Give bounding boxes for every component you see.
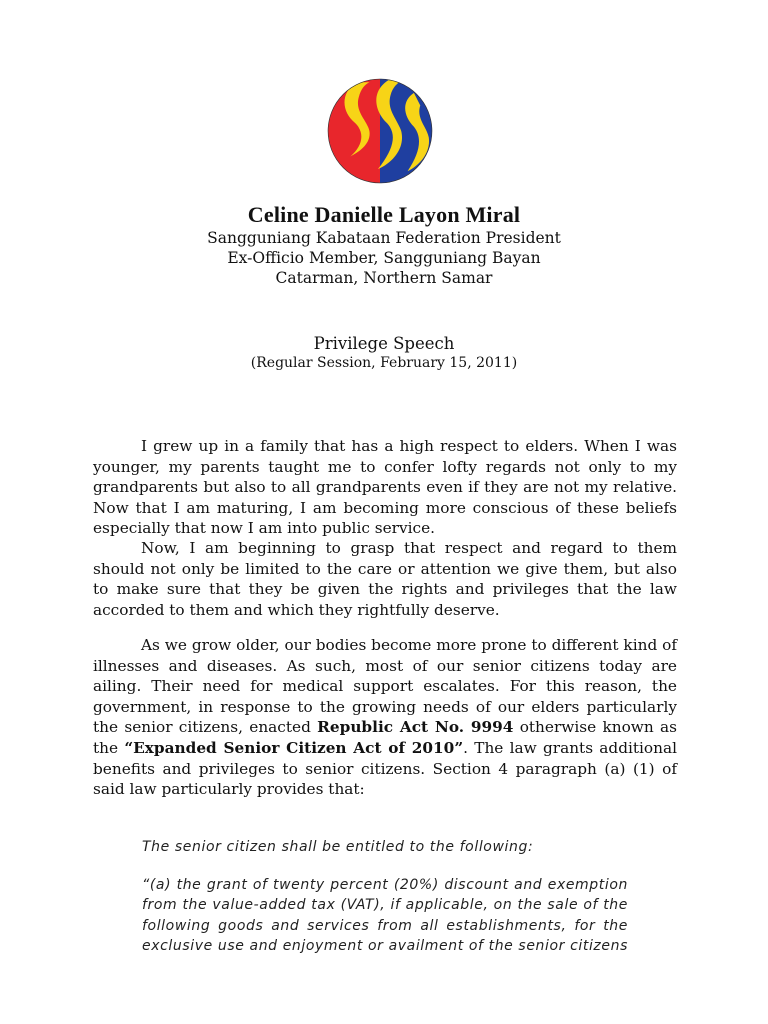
speech-title: Privilege Speech (313, 334, 455, 353)
speech-session: (Regular Session, February 15, 2011) (250, 355, 518, 371)
paragraph-3-part-c: . The law grants additional benefits and privileges to senior citizens. Section 4 paragraph (a) (1) of said law particularly provides that: (93, 738, 678, 799)
law-reference: Republic Act No. 9994 (317, 718, 514, 737)
paragraph-2 (93, 538, 677, 620)
author-office: Ex-Officio Member, Sangguniang Bayan (227, 249, 541, 267)
author-position: Sangguniang Kabataan Federation President (207, 229, 561, 247)
paragraph-2-text: Now, I am beginning to grasp that respect and regard to them should not only be limited to the care or attention we give them, but also to make sure that they be given the rights and privileges that the law accorded to them and which they rightfully deserve. (93, 539, 677, 619)
paragraph-3 (93, 635, 677, 800)
paragraph-3-part-b: otherwise known as the (93, 718, 678, 757)
author-location: Catarman, Northern Samar (275, 269, 493, 287)
author-name: Celine Danielle Layon Miral (247, 202, 521, 227)
sk-logo (327, 78, 433, 184)
paragraph-3-part-a: As we grow older, our bodies become more prone to different kind of illnesses and diseases. As such, most of our senior citizens today are ailing. Their need for medical support escalates. For this reason, the government, in response to the growing needs of our elders particularly the senior citizens, enacted (93, 636, 677, 737)
quote-intro: The senior citizen shall be entitled to the following: (142, 839, 534, 855)
paragraph-1 (93, 436, 677, 539)
quote-item-a: “(a) the grant of twenty percent (20%) discount and exemption from the value-added tax (VAT), if applicable, on the sale of the following goods and services from all establishments, for the exclusive use and enjoyment or availment of the senior citizens (142, 877, 628, 955)
act-title: “Expanded Senior Citizen Act of 2010” (124, 738, 464, 757)
paragraph-1-text: I grew up in a family that has a high respect to elders. When I was younger, my parents taught me to confer lofty regards not only to my grandparents but also to all grandparents even if they are not my relative. Now that I am maturing, I am becoming more conscious of these beliefs especially that now I am into public service. (93, 437, 677, 538)
paragraph-3-text (93, 635, 677, 800)
